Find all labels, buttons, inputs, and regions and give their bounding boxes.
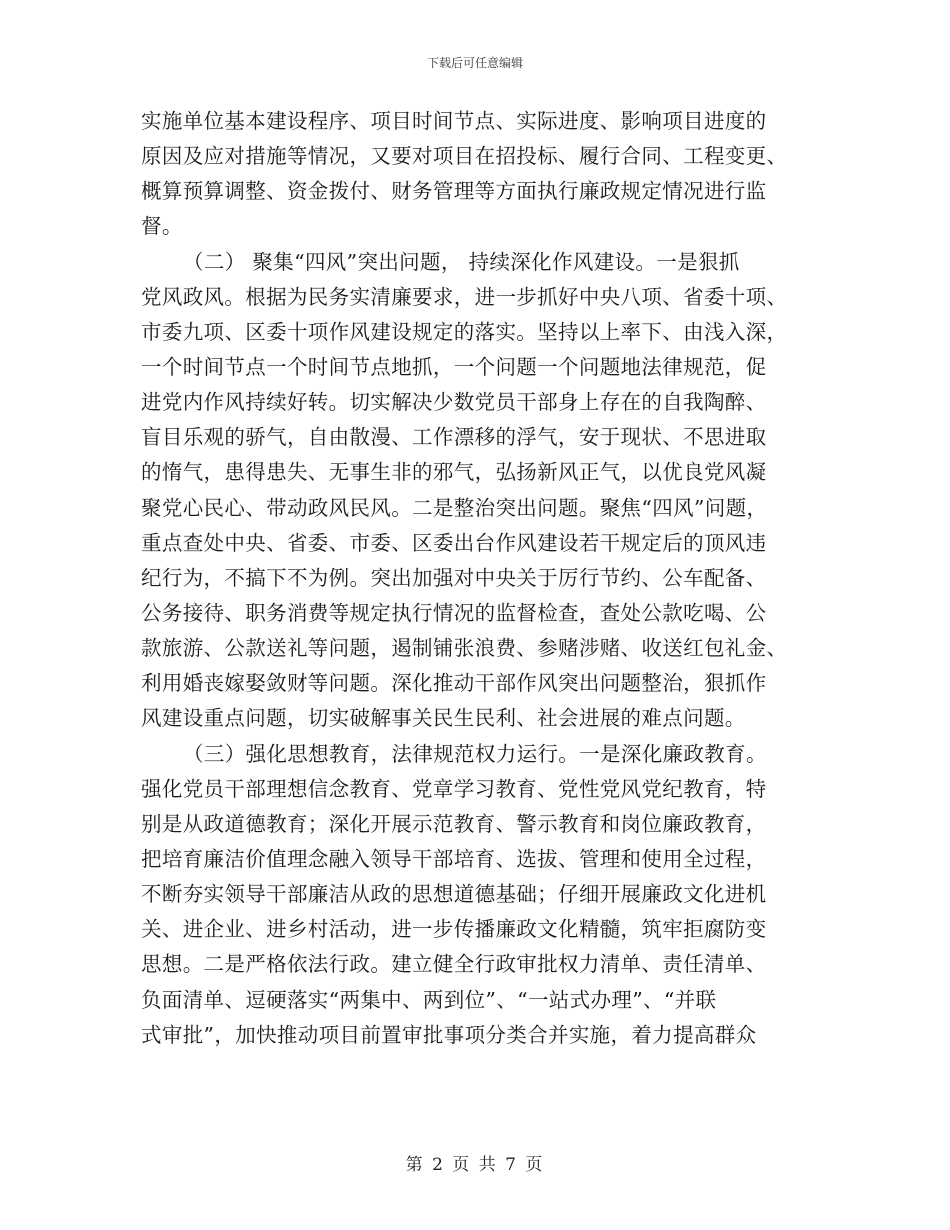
text-line: 关、进企业、进乡村活动，进一步传播廉政文化精髓，筑牢拒腐防变 [141,917,767,942]
text-line: 督。 [141,214,183,239]
text-line: 盲目乐观的骄气，自由散漫、工作漂移的浮气，安于现状、不思进取 [141,425,767,450]
text-line: 不断夯实领导干部廉洁从政的思想道德基础；仔细开展廉政文化进机 [141,882,767,907]
text-line: 的惰气，患得患失、无事生非的邪气，弘扬新风正气，以优良党风凝 [141,460,767,485]
text-line: 纪行为，不搞下不为例。突出加强对中央关于厉行节约、公车配备、 [141,565,767,590]
text-line: 别是从政道德教育；深化开展示范教育、警示教育和岗位廉政教育， [141,811,767,836]
text-line: （三）强化思想教育，法律规范权力运行。一是深化廉政教育。 [183,741,767,766]
text-line: 强化党员干部理想信念教育、党章学习教育、党性党风党纪教育，特 [141,776,767,801]
text-line: 党风政风。根据为民务实清廉要求，进一步抓好中央八项、省委十项、 [141,284,788,309]
text-line: 原因及应对措施等情况，又要对项目在招投标、履行合同、工程变更、 [141,144,788,169]
document-body [141,104,809,1053]
text-line: 聚党心民心、带动政风民风。二是整治突出问题。聚焦“四风”问题， [141,495,768,520]
text-line: 负面清单、逗硬落实“两集中、两到位”、“一站式办理”、“并联 [141,987,717,1012]
text-line: 重点查处中央、省委、市委、区委出台作风建设若干规定后的顶风违 [141,530,767,555]
text-line: 实施单位基本建设程序、项目时间节点、实际进度、影响项目进度的 [141,109,767,133]
text-line: 式审批”，加快推动项目前置审批事项分类合并实施，着力提高群众 [141,1022,757,1047]
text-line: 进党内作风持续好转。切实解决少数党员干部身上存在的自我陶醉、 [141,390,767,415]
text-line: 款旅游、公款送礼等问题，遏制铺张浪费、参赌涉赌、收送红包礼金、 [141,636,788,661]
text-line: 一个时间节点一个时间节点地抓，一个问题一个问题地法律规范，促 [141,354,767,379]
text-line: 思想。二是严格依法行政。建立健全行政审批权力清单、责任清单、 [141,952,767,977]
text-line: 市委九项、区委十项作风建设规定的落实。坚持以上率下、由浅入深， [141,319,788,344]
page-header-note: 下载后可任意编辑 [426,56,523,70]
text-line: 把培育廉洁价值理念融入领导干部培育、选拔、管理和使用全过程， [141,846,767,871]
text-line: 风建设重点问题，切实破解事关民生民利、社会进展的难点问题。 [141,706,746,731]
page-number-footer: 第 2 页 共 7 页 [405,1155,545,1175]
text-line: 公务接待、职务消费等规定执行情况的监督检查，查处公款吃喝、公 [141,600,767,625]
text-line: （二） 聚集“四风”突出问题， 持续深化作风建设。一是狠抓 [183,249,740,274]
text-line: 利用婚丧嫁娶敛财等问题。深化推动干部作风突出问题整治，狠抓作 [141,671,767,696]
text-line: 概算预算调整、资金拨付、财务管理等方面执行廉政规定情况进行监 [141,179,767,204]
